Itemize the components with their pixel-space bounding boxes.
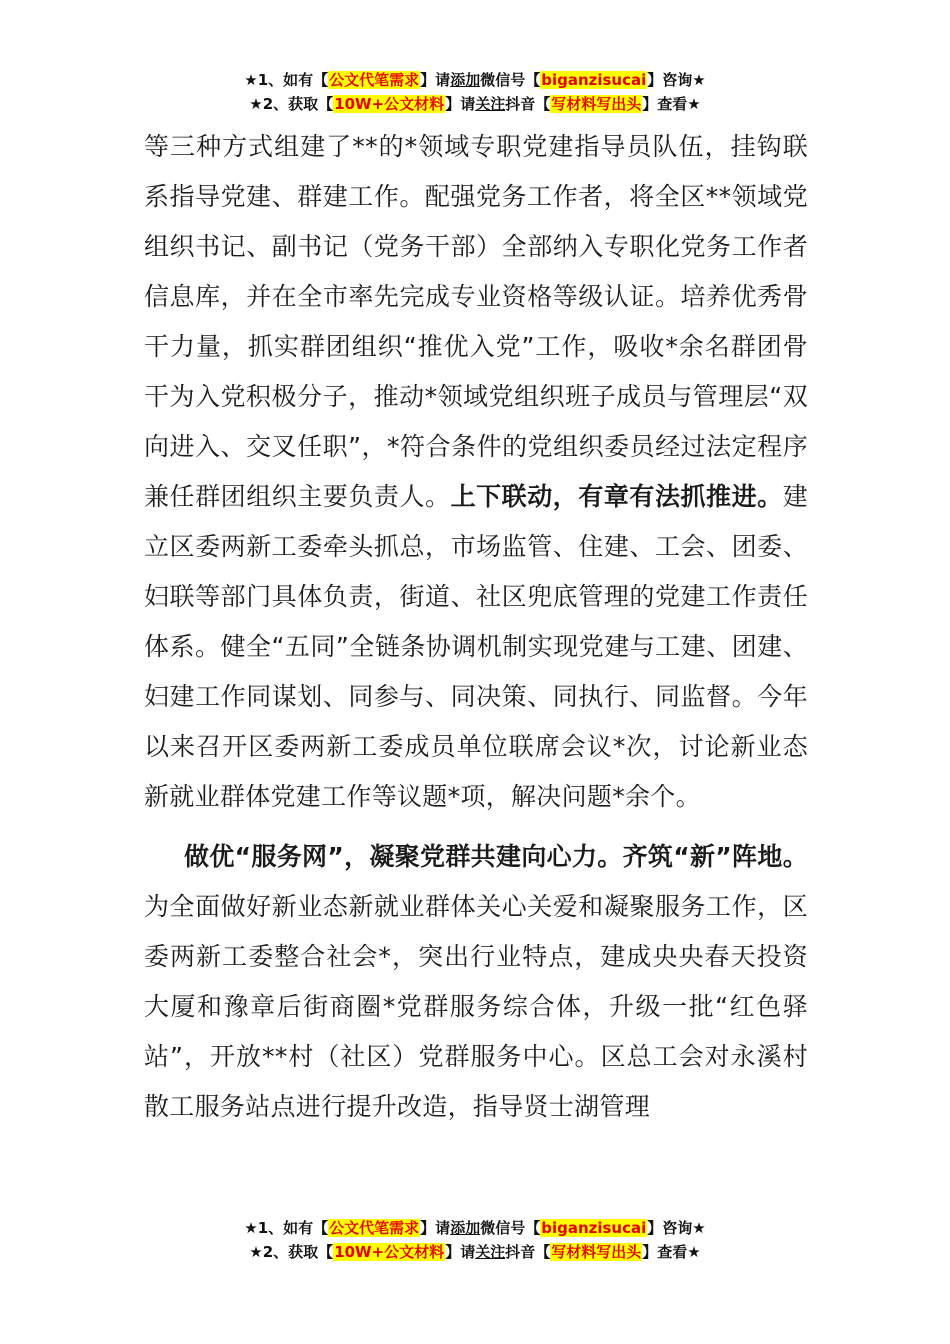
paragraph-text: 建立区委两新工委牵头抓总，市场监管、住建、工会、团委、妇联等部门具体负责，街道、社区兜底管理的党建工作责任体系。健全“五同”全链条协调机制实现党建与工建、团建、妇建工作同谋划、同参与、同决策、同执行、同监督。今年以来召开区委两新工委成员单位联席会议*次，讨论新业态新就业群体党建工作等议题*项，解决问题*余个。: [144, 482, 809, 811]
banner-highlight: 10W+公文材料: [334, 95, 445, 113]
banner-underline: 关注: [475, 95, 506, 113]
banner-underline: 添加: [450, 71, 481, 89]
footer-banner-line-1: [0, 1216, 950, 1240]
banner-text: 】请: [445, 95, 476, 113]
banner-text: ★1、如有【: [244, 71, 329, 89]
banner-highlight: 10W+公文材料: [334, 1243, 445, 1261]
banner-highlight: 写材料写出头: [551, 95, 642, 113]
banner-text: ★2、获取【: [249, 1243, 334, 1261]
footer-banner: [0, 1216, 950, 1264]
document-body: [144, 122, 808, 1132]
banner-highlight: 公文代笔需求: [329, 1219, 420, 1237]
banner-text: 】请: [420, 1219, 451, 1237]
banner-text: 】请: [420, 71, 451, 89]
footer-banner-line-2: [0, 1240, 950, 1264]
banner-highlight: biganzisucai: [541, 71, 647, 89]
header-banner-line-2: [0, 92, 950, 116]
banner-text: 抖音【: [505, 95, 551, 113]
header-banner-line-1: [0, 68, 950, 92]
paragraph-text: 为全面做好新业态新就业群体关心关爱和凝聚服务工作，区委两新工委整合社会*，突出行业特点，建成央央春天投资大厦和豫章后街商圈*党群服务综合体，升级一批“红色驿站”，开放**村（社区）党群服务中心。区总工会对永溪村散工服务站点进行提升改造，指导贤士湖管理: [144, 892, 808, 1121]
paragraph-1: [144, 122, 808, 822]
banner-underline: 添加: [450, 1219, 481, 1237]
paragraph-text: 等三种方式组建了**的*领域专职党建指导员队伍，挂钩联系指导党建、群建工作。配强党务工作者，将全区**领域党组织书记、副书记（党务干部）全部纳入专职化党务工作者信息库，并在全市率先完成专业资格等级认证。培养优秀骨干力量，抓实群团组织“推优入党”工作，吸收*余名群团骨干为入党积极分子，推动*领域党组织班子成员与管理层“双向进入、交叉任职”，*符合条件的党组织委员经过法定程序兼任群团组织主要负责人。: [144, 132, 808, 511]
paragraph-2: [144, 832, 808, 1132]
bold-heading: 做优“服务网”，凝聚党群共建向心力。齐筑“新”阵地。: [184, 842, 808, 871]
banner-highlight: 公文代笔需求: [329, 71, 420, 89]
banner-text: 微信号【: [480, 71, 541, 89]
banner-text: 微信号【: [480, 1219, 541, 1237]
bold-heading: 上下联动，有章有法抓推进。: [450, 482, 783, 511]
banner-underline: 关注: [475, 1243, 506, 1261]
banner-text: 】咨询★: [647, 1219, 706, 1237]
banner-text: 抖音【: [505, 1243, 551, 1261]
header-banner: [0, 68, 950, 116]
banner-text: ★2、获取【: [249, 95, 334, 113]
banner-highlight: biganzisucai: [541, 1219, 647, 1237]
banner-highlight: 写材料写出头: [551, 1243, 642, 1261]
banner-text: 】查看★: [642, 95, 701, 113]
banner-text: ★1、如有【: [244, 1219, 329, 1237]
banner-text: 】查看★: [642, 1243, 701, 1261]
banner-text: 】咨询★: [647, 71, 706, 89]
banner-text: 】请: [445, 1243, 476, 1261]
